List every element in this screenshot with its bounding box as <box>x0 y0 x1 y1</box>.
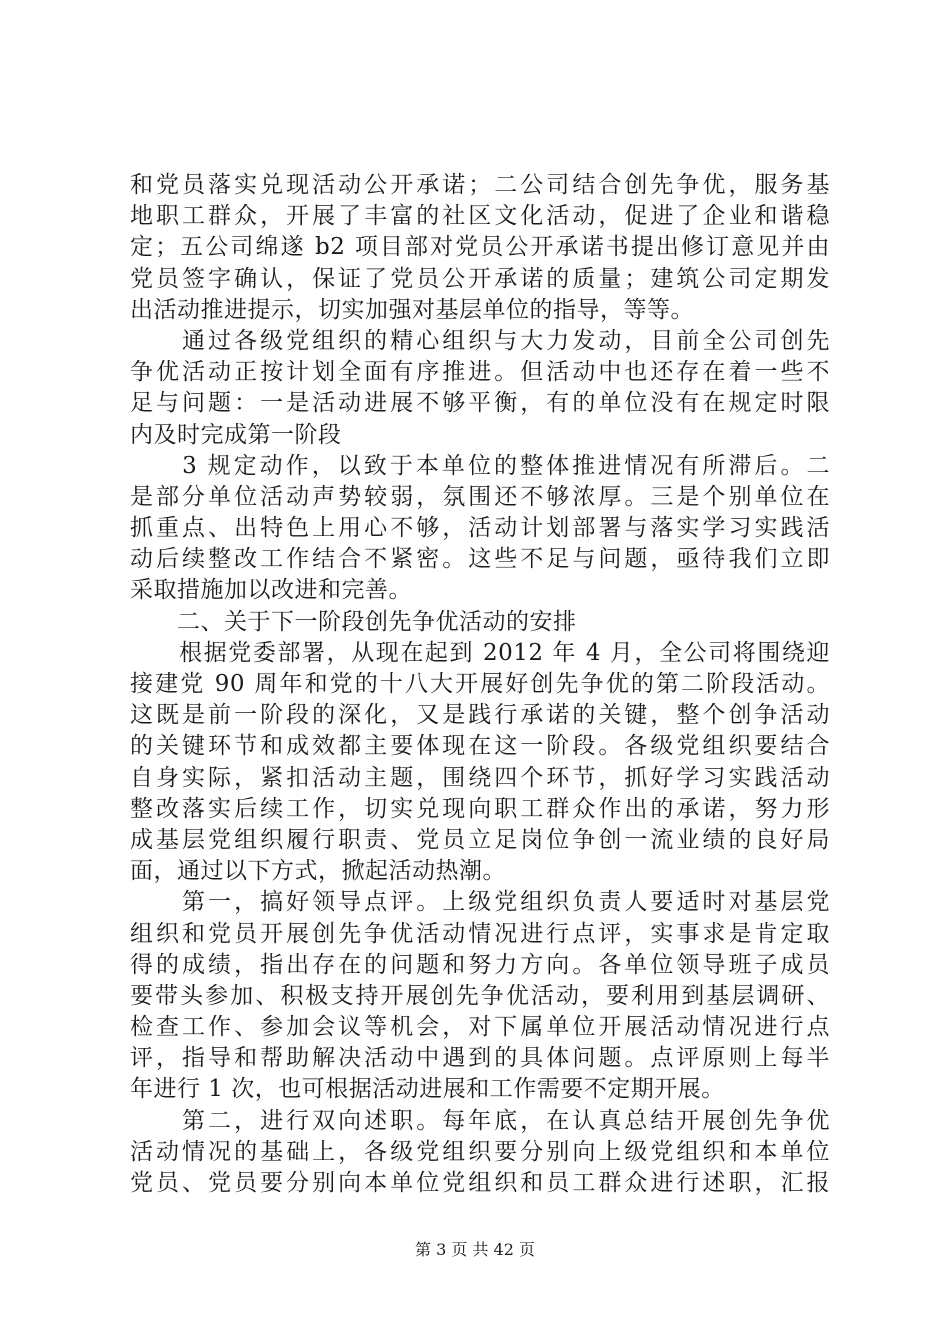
text-line: 自身实际，紧扣活动主题，围绕四个环节，抓好学习实践活动 <box>130 764 830 791</box>
text-line: 组织和党员开展创先争优活动情况进行点评，实事求是肯定取 <box>130 920 830 947</box>
text-line: 3 规定动作，以致于本单位的整体推进情况有所滞后。二 <box>130 452 830 479</box>
text-line: 要带头参加、积极支持开展创先争优活动，要利用到基层调研、 <box>130 982 830 1009</box>
text-line: 第二，进行双向述职。每年底，在认真总结开展创先争优 <box>130 1107 830 1134</box>
page-footer: 第 3 页 共 42 页 <box>415 1240 535 1259</box>
text-line: 活动情况的基础上，各级党组织要分别向上级党组织和本单位 <box>130 1138 830 1165</box>
text-line: 的关键环节和成效都主要体现在这一阶段。各级党组织要结合 <box>130 733 830 760</box>
text-line: 足与问题：一是活动进展不够平衡，有的单位没有在规定时限 <box>130 390 830 417</box>
text-line: 整改落实后续工作，切实兑现向职工群众作出的承诺，努力形 <box>130 795 830 822</box>
text-line: 检查工作、参加会议等机会，对下属单位开展活动情况进行点 <box>130 1014 830 1041</box>
text-line: 是部分单位活动声势较弱，氛围还不够浓厚。三是个别单位在 <box>130 483 830 510</box>
text-line: 采取措施加以改进和完善。 <box>130 577 412 604</box>
text-line: 这既是前一阶段的深化，又是践行承诺的关键，整个创争活动 <box>130 702 830 729</box>
text-line: 抓重点、出特色上用心不够，活动计划部署与落实学习实践活 <box>130 515 830 542</box>
text-line: 得的成绩，指出存在的问题和努力方向。各单位领导班子成员 <box>130 951 830 978</box>
text-line: 定；五公司绵遂 b2 项目部对党员公开承诺书提出修订意见并由 <box>130 234 830 261</box>
text-line: 内及时完成第一阶段 <box>130 421 342 448</box>
text-line: 通过各级党组织的精心组织与大力发动，目前全公司创先 <box>130 327 830 354</box>
text-line: 党员签字确认，保证了党员公开承诺的质量；建筑公司定期发 <box>130 265 830 292</box>
text-line: 评，指导和帮助解决活动中遇到的具体问题。点评原则上每半 <box>130 1045 830 1072</box>
text-line: 党员、党员要分别向本单位党组织和员工群众进行述职，汇报 <box>130 1170 830 1196</box>
text-line: 面，通过以下方式，掀起活动热潮。 <box>130 858 506 885</box>
text-line: 动后续整改工作结合不紧密。这些不足与问题，亟待我们立即 <box>130 546 830 573</box>
text-line: 地职工群众，开展了丰富的社区文化活动，促进了企业和谐稳 <box>130 203 830 230</box>
text-line: 出活动推进提示，切实加强对基层单位的指导，等等。 <box>130 296 694 323</box>
text-line: 根据党委部署，从现在起到 2012 年 4 月，全公司将围绕迎 <box>130 639 830 666</box>
text-line: 年进行 1 次，也可根据活动进展和工作需要不定期开展。 <box>130 1076 725 1103</box>
text-line: 二、关于下一阶段创先争优活动的安排 <box>130 608 577 635</box>
text-line: 和党员落实兑现活动公开承诺；二公司结合创先争优，服务基 <box>130 172 830 198</box>
text-line: 成基层党组织履行职责、党员立足岗位争创一流业绩的良好局 <box>130 826 830 853</box>
document-body <box>130 170 830 1199</box>
text-line: 争优活动正按计划全面有序推进。但活动中也还存在着一些不 <box>130 359 830 386</box>
text-line: 第一，搞好领导点评。上级党组织负责人要适时对基层党 <box>130 889 830 916</box>
text-line: 接建党 90 周年和党的十八大开展好创先争优的第二阶段活动。 <box>130 671 830 697</box>
